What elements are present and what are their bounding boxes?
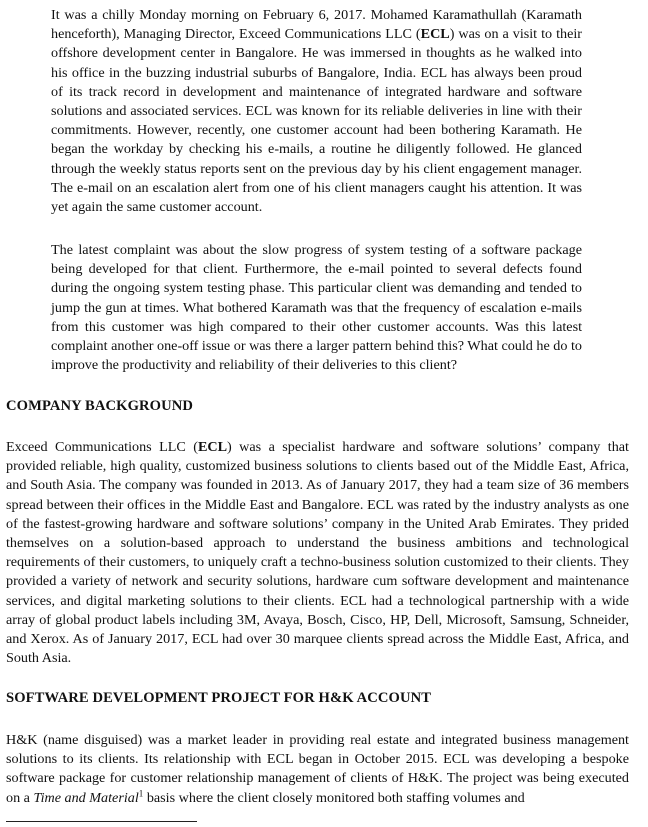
text-run: H&K (name disguised) was a market leader in providing real estate and integrated business management solutions to its clients. Its relationship with ECL began in October 2015. ECL was developing a bespoke software package for customer relationship management of clients of H&K. The project was being executed on a: [6, 732, 629, 806]
text-run: ) was on a visit to their offshore development center in Bangalore. He was immersed in thoughts as he walked into his office in the buzzing industrial suburbs of Bangalore, India. ECL has always been proud of its track record in development and maintenance of integrated hardware and software solutions and associated services. ECL was known for its reliable deliveries in line with their commitments. However, recently, one customer account had been bothering Karamath. He began the workday by checking his e-mails, a routine he diligently followed. He glanced through the weekly status reports sent on the previous day by his client engagement manager. The e-mail on an escalation alert from one of his client managers caught his attention. It was yet again the same customer account.: [51, 26, 582, 216]
complaint-paragraph: The latest complaint was about the slow progress of system testing of a software package being developed for that client. Furthermore, the e-mail pointed to several defects found during the ongoing system testing phase. This particular client was demanding and tended to jump the gun at times. What bothered Karamath was that the frequency of escalation e-mails from this customer was high compared to their other customer accounts. Was this latest complaint another one-off issue or was there a larger pattern behind this? What could he do to improve the productivity and reliability of their deliveries to this client?: [51, 242, 582, 374]
intro-paragraph: [51, 6, 582, 217]
text-run: It was a chilly Monday morning on February 6, 2017. Mohamed Karamathullah (Karamath henceforth), Managing Director, Exceed Communications LLC (: [51, 7, 582, 43]
project-paragraph: [6, 731, 629, 808]
footnote-marker[interactable]: 1: [138, 787, 144, 798]
company-background-paragraph: [6, 438, 629, 668]
bold-term: ECL: [197, 439, 228, 455]
footnote-separator: [6, 821, 197, 822]
text-run: basis where the client closely monitored both staffing volumes and: [143, 789, 525, 806]
section-heading-software-project: SOFTWARE DEVELOPMENT PROJECT FOR H&K ACCOUNT: [6, 690, 432, 706]
text-run: Exceed Communications LLC (: [6, 439, 198, 455]
text-run: ) was a specialist hardware and software solutions’ company that provided reliable, high quality, customized business solutions to clients based out of the Middle East, Africa, and South Asia. The company was founded in 2013. As of January 2017, they had a team size of 36 members spread between their offices in the Middle East and Bangalore. ECL was rated by the industry analysts as one of the fastest-growing hardware and software solutions’ company in the United Arab Emirates. They prided themselves on a solution-based approach to understand the business ambitions and technological requirements of their customers, to uniquely craft a techno-business solution customized to their clients. They provided a variety of network and security solutions, hardware cum software development and maintenance services, and digital marketing solutions to their clients. ECL had a technological partnership with a wide array of global product labels including 3M, Avaya, Bosch, Cisco, HP, Dell, Microsoft, Samsung, Schneider, and Xerox. As of January 2017, ECL had over 30 marquee clients spread across the Middle East, Africa, and South Asia.: [6, 439, 629, 667]
italic-term: Time and Material: [33, 789, 139, 806]
section-heading-company-background: COMPANY BACKGROUND: [6, 398, 194, 414]
bold-term: ECL: [420, 26, 450, 43]
